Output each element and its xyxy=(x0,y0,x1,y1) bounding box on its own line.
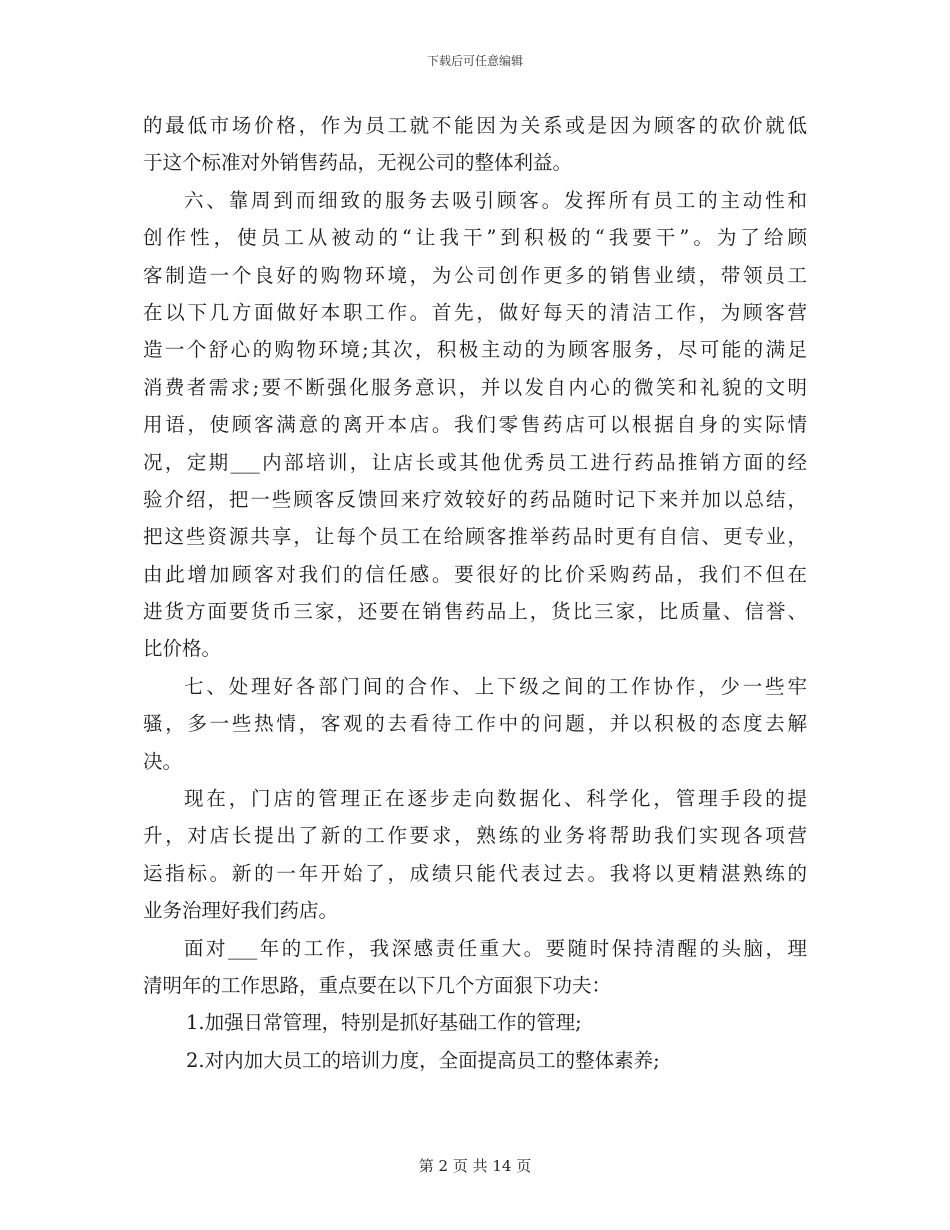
text-line: 升，对店长提出了新的工作要求，熟练的业务将帮助我们实现各项营 xyxy=(143,824,807,848)
text-line: 清明年的工作思路，重点要在以下几个方面狠下功夫： xyxy=(143,973,612,997)
list-item-1: 1.加强日常管理，特别是抓好基础工作的管理; xyxy=(186,1011,582,1035)
text-line: 由此增加顾客对我们的信任感。要很好的比价采购药品，我们不但在 xyxy=(143,562,807,586)
text-line: 客制造一个良好的购物环境，为公司创作更多的销售业绩，带领员工 xyxy=(143,263,807,287)
page-header: 下载后可任意编辑 xyxy=(426,54,523,68)
paragraph-facing-start: 面对___年的工作，我深感责任重大。要随时保持清醒的头脑，理 xyxy=(184,936,807,960)
text-line: 用语，使顾客满意的离开本店。我们零售药店可以根据自身的实际情 xyxy=(143,413,807,437)
text-line: 验介绍，把一些顾客反馈回来疗效较好的药品随时记下来并加以总结， xyxy=(143,487,807,511)
text-line: 创作性，使员工从被动的“让我干”到积极的“我要干”。为了给顾 xyxy=(143,226,807,250)
text-line: 的最低市场价格，作为员工就不能因为关系或是因为顾客的砍价就低 xyxy=(143,114,807,137)
text-line: 进货方面要货币三家，还要在销售药品上，货比三家，比质量、信誉、 xyxy=(143,600,807,624)
text-line: 况，定期___内部培训，让店长或其他优秀员工进行药品推销方面的经 xyxy=(143,450,807,474)
text-line: 把这些资源共享，让每个员工在给顾客推举药品时更有自信、更专业， xyxy=(143,525,807,549)
paragraph-now-start: 现在，门店的管理正在逐步走向数据化、科学化，管理手段的提 xyxy=(184,787,807,811)
text-line: 于这个标准对外销售药品，无视公司的整体利益。 xyxy=(143,151,573,175)
text-line: 在以下几方面做好本职工作。首先，做好每天的清洁工作，为顾客营 xyxy=(143,300,807,324)
text-line: 业务治理好我们药店。 xyxy=(143,899,339,923)
page-number: 第 2 页 共 14 页 xyxy=(418,1157,532,1175)
text-line: 骚，多一些热情，客观的去看待工作中的问题，并以积极的态度去解 xyxy=(143,712,807,736)
paragraph-six-start: 六、靠周到而细致的服务去吸引顾客。发挥所有员工的主动性和 xyxy=(184,188,807,212)
text-line: 决。 xyxy=(143,749,183,773)
text-line: 消费者需求;要不断强化服务意识，并以发自内心的微笑和礼貌的文明 xyxy=(143,375,807,399)
text-line: 运指标。新的一年开始了，成绩只能代表过去。我将以更精湛熟练的 xyxy=(143,861,807,885)
document-body xyxy=(143,107,807,1079)
list-item-2: 2.对内加大员工的培训力度，全面提高员工的整体素养; xyxy=(186,1048,660,1072)
text-line: 造一个舒心的购物环境;其次，积极主动的为顾客服务，尽可能的满足 xyxy=(143,338,807,362)
paragraph-seven-start: 七、处理好各部门间的合作、上下级之间的工作协作，少一些牢 xyxy=(184,674,807,698)
text-line: 比价格。 xyxy=(143,637,222,661)
